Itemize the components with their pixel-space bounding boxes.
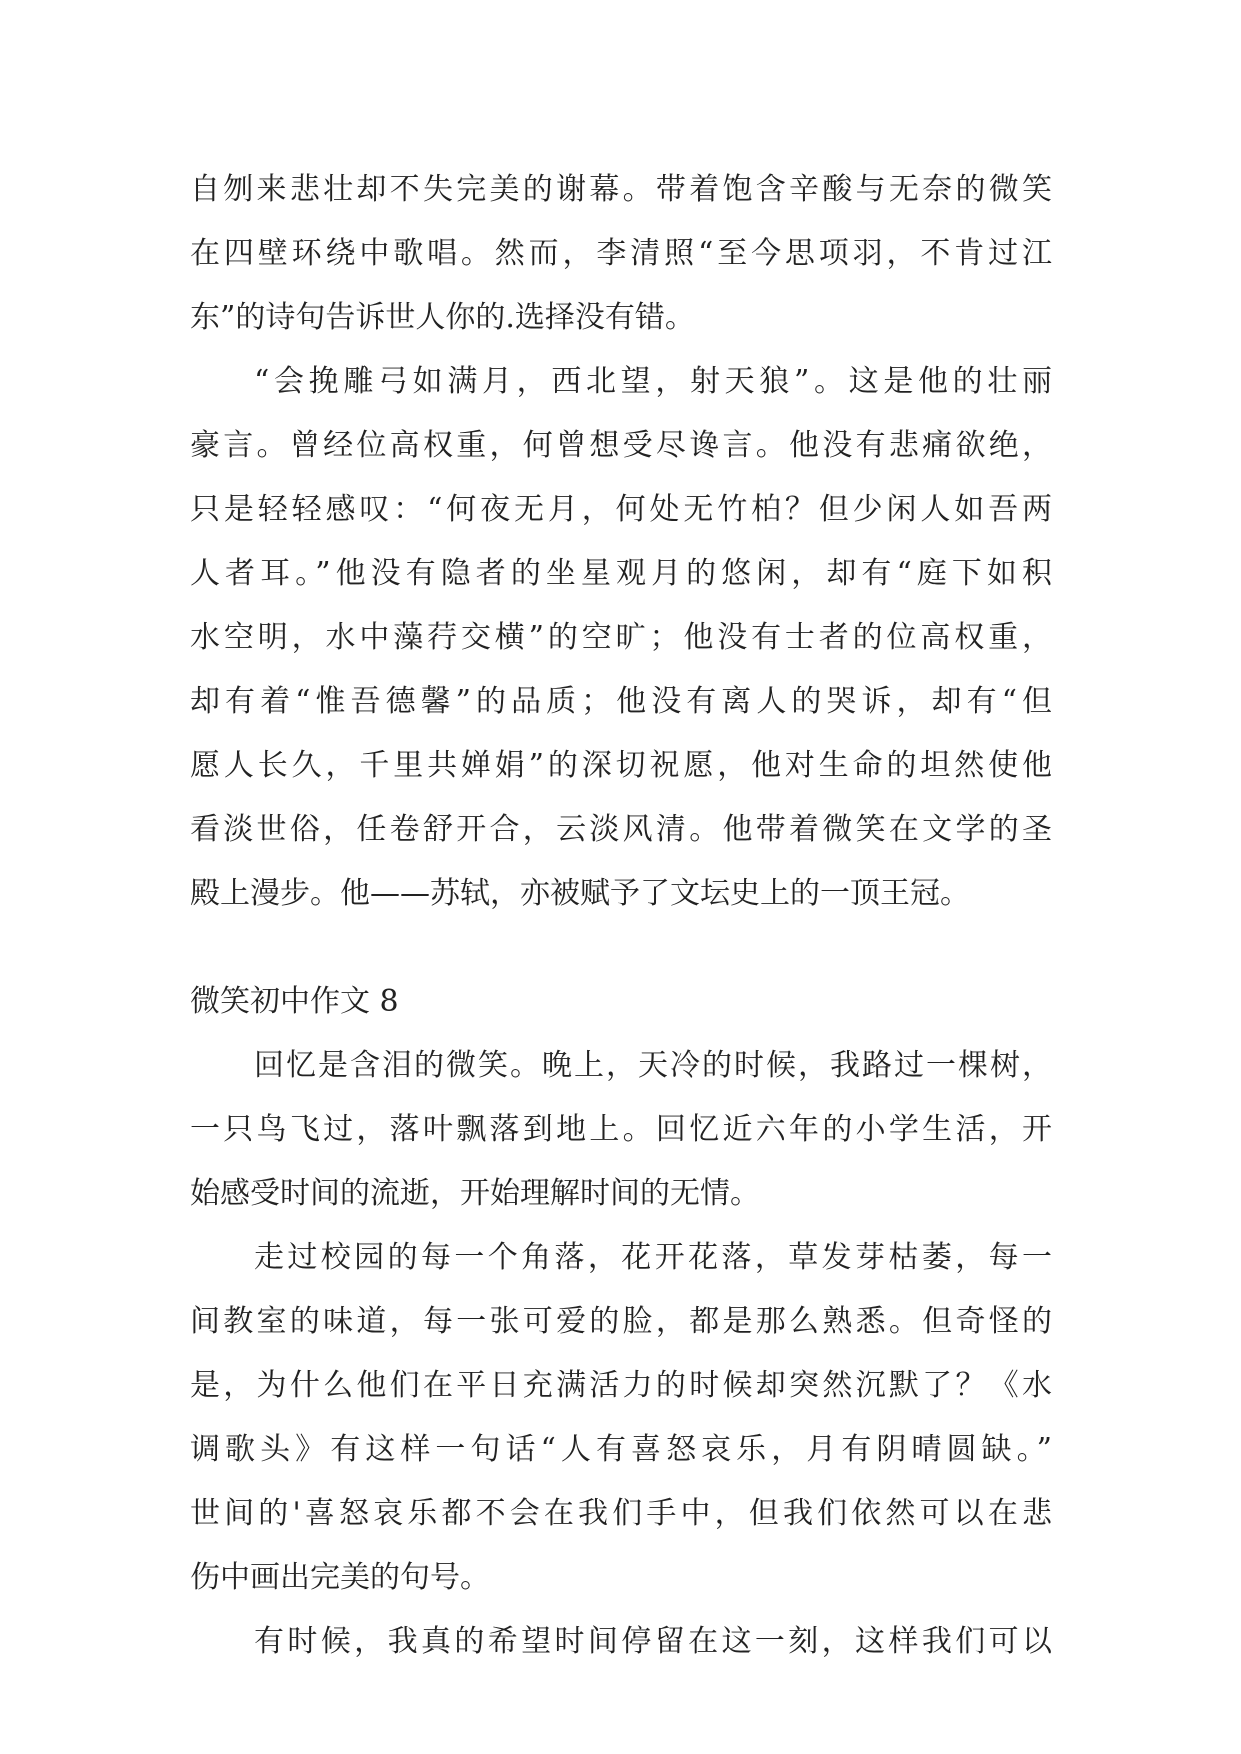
text-line: 始感受时间的流逝，开始理解时间的无情。 (190, 1176, 760, 1211)
paragraph (190, 1226, 1052, 1610)
section-gap (190, 926, 1052, 970)
text-line: 看淡世俗，任卷舒开合，云淡风清。他带着微笑在文学的圣 (190, 812, 1052, 847)
text-line: 走过校园的每一个角落，花开花落，草发芽枯萎，每一 (254, 1240, 1052, 1275)
paragraph (190, 158, 1052, 350)
text-line: 人者耳。”他没有隐者的坐星观月的悠闲，却有“庭下如积 (190, 556, 1052, 591)
text-line: 有时候，我真的希望时间停留在这一刻，这样我们可以 (254, 1624, 1052, 1659)
paragraph (190, 350, 1052, 926)
text-line: 只是轻轻感叹：“何夜无月，何处无竹柏？但少闲人如吾两 (190, 492, 1052, 527)
text-line: 水空明，水中藻荇交横”的空旷；他没有士者的位高权重， (190, 620, 1052, 655)
text-line: 一只鸟飞过，落叶飘落到地上。回忆近六年的小学生活，开 (190, 1112, 1052, 1147)
text-line: 伤中画出完美的句号。 (190, 1560, 490, 1595)
text-line: 世间的'喜怒哀乐都不会在我们手中，但我们依然可以在悲 (190, 1496, 1052, 1531)
text-line: 间教室的味道，每一张可爱的脸，都是那么熟悉。但奇怪的 (190, 1304, 1052, 1339)
document-page (190, 158, 1052, 1674)
text-line: 殿上漫步。他——苏轼，亦被赋予了文坛史上的一顶王冠。 (190, 876, 970, 911)
section-heading: 微笑初中作文 8 (190, 984, 399, 1019)
text-line: 是，为什么他们在平日充满活力的时候却突然沉默了？《水 (190, 1368, 1052, 1403)
text-line: 回忆是含泪的微笑。晚上，天冷的时候，我路过一棵树， (254, 1048, 1052, 1083)
section-b (190, 970, 1052, 1674)
text-line: 在四壁环绕中歌唱。然而，李清照“至今思项羽，不肯过江 (190, 236, 1052, 271)
text-line: 愿人长久，千里共婵娟”的深切祝愿，他对生命的坦然使他 (190, 748, 1052, 783)
paragraph (190, 1610, 1052, 1674)
section-a (190, 158, 1052, 926)
text-line: 自刎来悲壮却不失完美的谢幕。带着饱含辛酸与无奈的微笑 (190, 172, 1052, 207)
paragraph (190, 1034, 1052, 1226)
text-line: 东”的诗句告诉世人你的.选择没有错。 (190, 300, 695, 335)
text-line: 调歌头》有这样一句话“人有喜怒哀乐，月有阴晴圆缺。” (190, 1432, 1052, 1467)
text-line: “会挽雕弓如满月，西北望，射天狼”。这是他的壮丽 (254, 364, 1052, 399)
text-line: 却有着“惟吾德馨”的品质；他没有离人的哭诉，却有“但 (190, 684, 1052, 719)
text-line: 豪言。曾经位高权重，何曾想受尽谗言。他没有悲痛欲绝， (190, 428, 1052, 463)
